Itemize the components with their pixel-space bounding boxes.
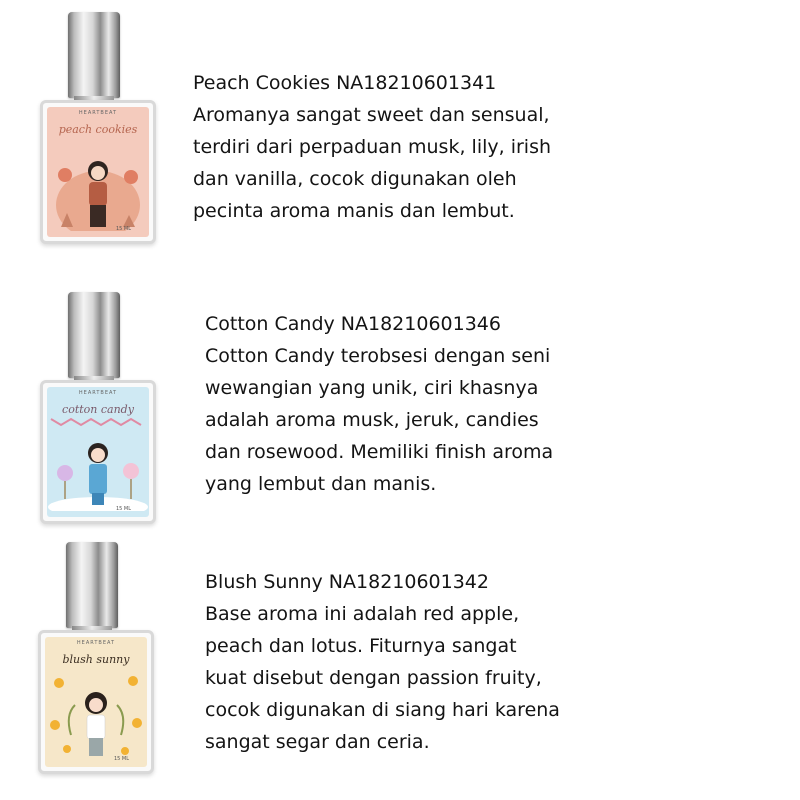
description-line: kuat disebut dengan passion fruity,	[205, 667, 542, 689]
label-brand: HEARTBEAT	[78, 390, 118, 396]
product-description	[193, 67, 551, 227]
girl-illustration	[45, 665, 147, 761]
label-name: blush sunny	[62, 653, 130, 666]
girl-illustration	[47, 415, 149, 511]
product-title: Cotton Candy NA18210601346	[205, 313, 501, 335]
description-line: adalah aroma musk, jeruk, candies	[205, 409, 539, 431]
description-line: Aromanya sangat sweet dan sensual,	[193, 104, 550, 126]
product-cotton-candy	[0, 280, 800, 520]
label-size: 15 ML	[113, 756, 129, 762]
perfume-bottle-image	[38, 542, 154, 774]
product-title: Peach Cookies NA18210601341	[193, 72, 497, 94]
girl-illustration	[47, 135, 149, 231]
description-line: Cotton Candy terobsesi dengan seni	[205, 345, 551, 367]
product-description	[205, 308, 553, 500]
description-line: pecinta aroma manis dan lembut.	[193, 200, 515, 222]
bottle-label	[47, 387, 149, 517]
label-name: cotton candy	[62, 403, 134, 416]
description-line: wewangian yang unik, ciri khasnya	[205, 377, 539, 399]
product-description	[205, 566, 560, 758]
product-blush-sunny	[0, 530, 800, 790]
label-size: 15 ML	[115, 506, 131, 512]
perfume-bottle-image	[40, 12, 156, 244]
bottle-label	[45, 637, 147, 767]
bottle-label	[47, 107, 149, 237]
bottle-cap	[66, 542, 118, 628]
description-line: dan rosewood. Memiliki finish aroma	[205, 441, 554, 463]
description-line: yang lembut dan manis.	[205, 473, 437, 495]
label-size: 15 ML	[115, 226, 131, 232]
product-peach-cookies	[0, 0, 800, 250]
bottle-cap	[68, 292, 120, 378]
description-line: dan vanilla, cocok digunakan oleh	[193, 168, 517, 190]
description-line: cocok digunakan di siang hari karena	[205, 699, 560, 721]
label-name: peach cookies	[58, 123, 138, 136]
label-brand: HEARTBEAT	[76, 640, 116, 646]
description-line: Base aroma ini adalah red apple,	[205, 603, 520, 625]
description-line: peach dan lotus. Fiturnya sangat	[205, 635, 517, 657]
product-title: Blush Sunny NA18210601342	[205, 571, 489, 593]
perfume-bottle-image	[40, 292, 156, 524]
label-brand: HEARTBEAT	[78, 110, 118, 116]
description-line: terdiri dari perpaduan musk, lily, irish	[193, 136, 552, 158]
bottle-cap	[68, 12, 120, 98]
description-line: sangat segar dan ceria.	[205, 731, 430, 753]
